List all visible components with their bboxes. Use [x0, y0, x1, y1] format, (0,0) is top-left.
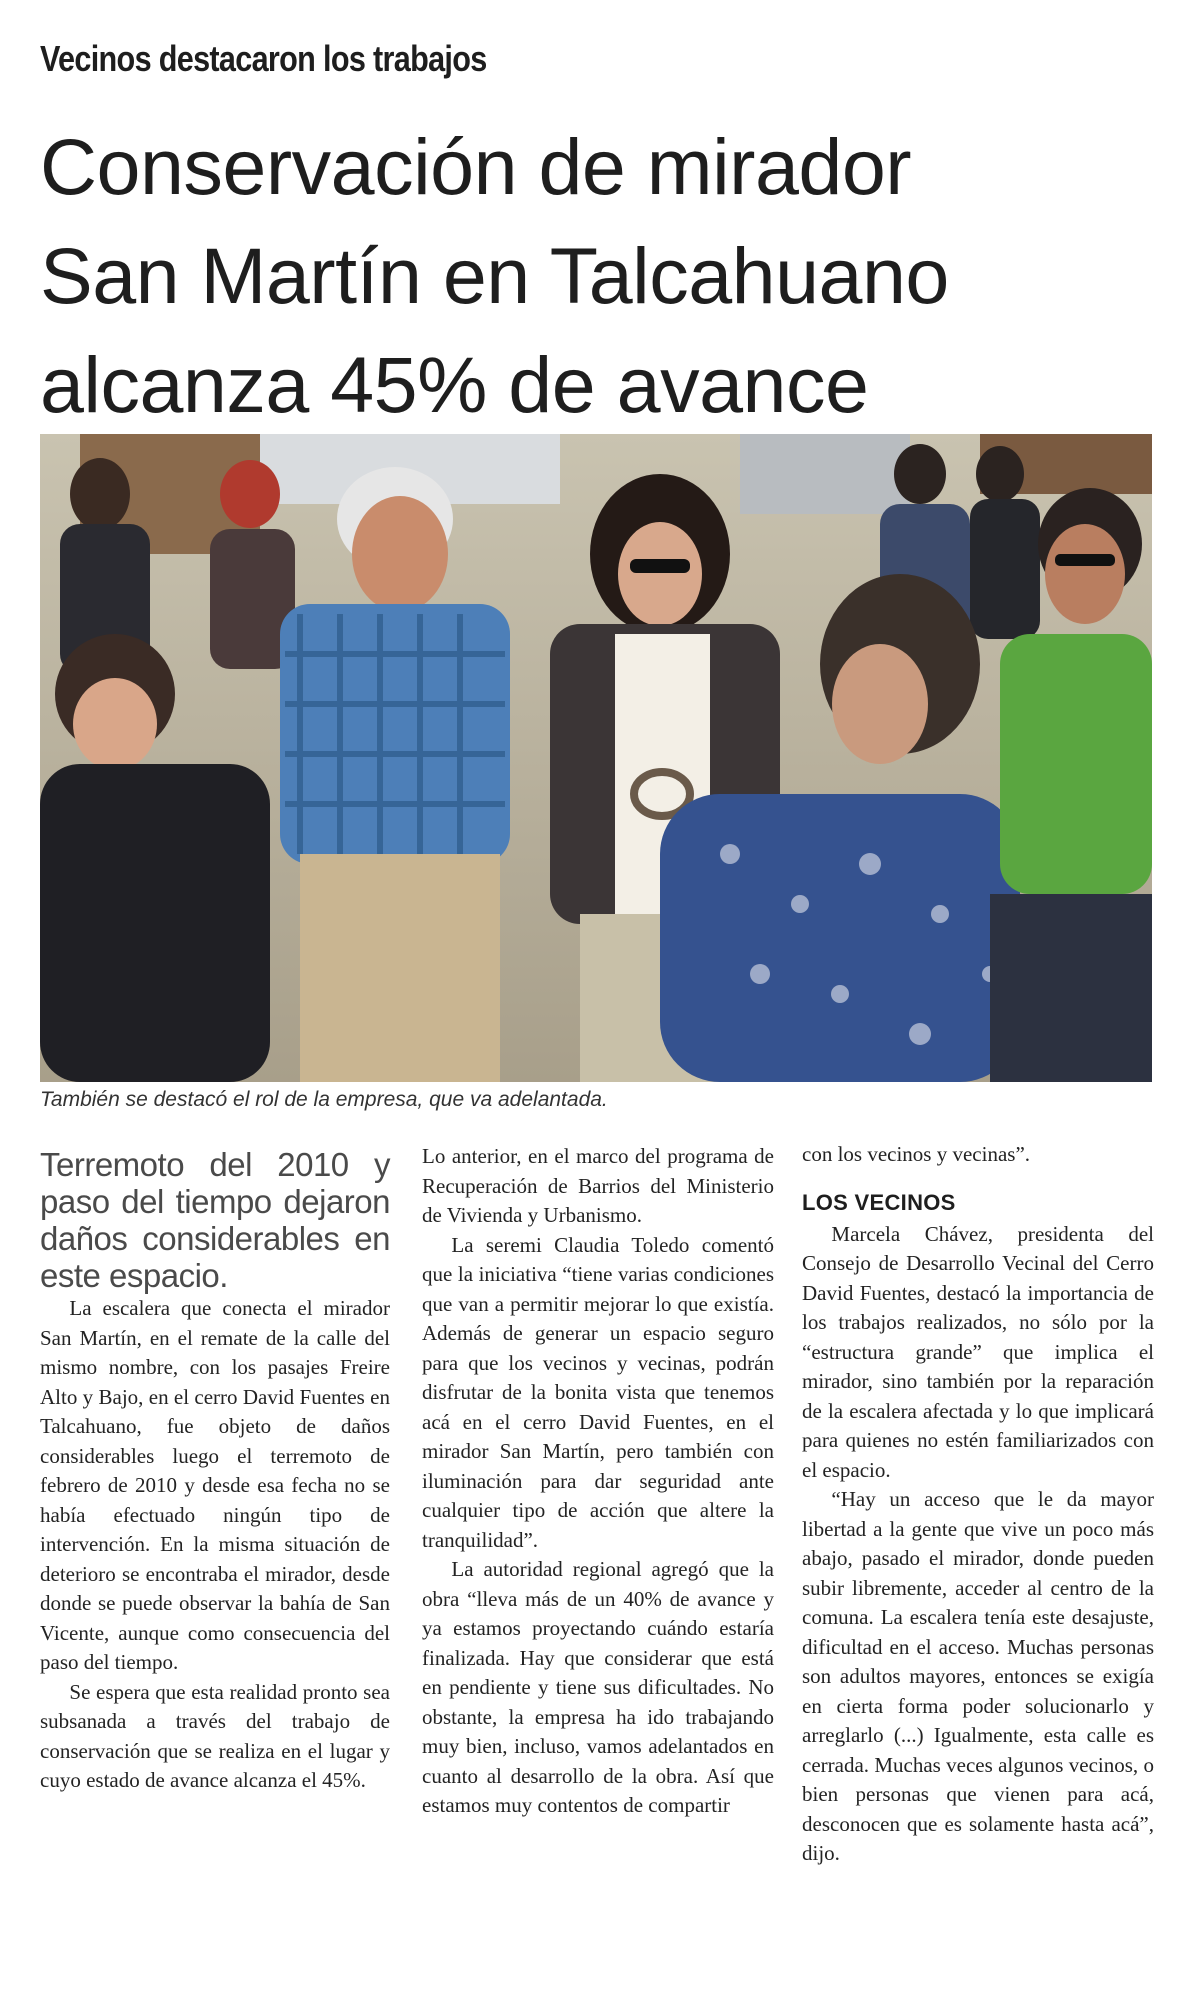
photo-caption: También se destacó el rol de la empresa, que va adelantada. [40, 1088, 608, 1111]
people-on-street-illustration [40, 434, 1152, 1082]
paragraph: Se espera que esta realidad pronto sea subsanada a través del trabajo de conservación que se realiza en el lugar y cuyo estado de avance alcanza el 45%. [40, 1679, 390, 1792]
kicker: Vecinos destacaron los trabajos [40, 38, 487, 79]
paragraph: Marcela Chávez, presidenta del Consejo de Desarrollo Vecinal del Cerro David Fuentes, destacó la importancia de los trabajos realizados, no sólo por la “estructura grande” que implica el mirador, sino también por la reparación de la escalera afectada y lo que implicará para quienes no estén familiarizados con el espacio. [802, 1221, 1154, 1482]
subheading: LOS VECINOS [802, 1189, 956, 1215]
column-2 [422, 1142, 774, 1821]
lede: Terremoto del 2010 y paso del tiempo dejaron daños considerables en este espacio. [40, 1146, 390, 1294]
paragraph: con los vecinos y vecinas”. [802, 1142, 1031, 1166]
headline-line-2: San Martín en Talcahuano [40, 231, 949, 320]
headline [40, 112, 1150, 439]
news-photo [40, 434, 1152, 1082]
headline-line-1: Conservación de mirador [40, 122, 912, 211]
column-1 [40, 1146, 390, 1796]
column-3 [802, 1140, 1154, 1869]
paragraph: La seremi Claudia Toledo comentó que la iniciativa “tiene varias condiciones que van a permitir mejorar lo que existía. Además de generar un espacio seguro para que los vecinos y vecinas, podrán disfrutar de la bonita vista que tenemos acá en el cerro David Fuentes, en el mirador San Martín, pero también con iluminación para dar seguridad ante cualquier tipo de acción que altere la tranquilidad”. [422, 1232, 774, 1552]
paragraph: La escalera que conecta el mirador San Martín, en el remate de la calle del mismo nombre, con los pasajes Freire Alto y Bajo, en el cerro David Fuentes en Talcahuano, fue objeto de daños considerables luego el terremoto de febrero de 2010 y desde esa fecha no se había efectuado ningún tipo de intervención. En la misma situación de deterioro se encontraba el mirador, desde donde se puede observar la bahía de San Vicente, aunque como consecuencia del paso del tiempo. [40, 1296, 390, 1674]
paragraph: “Hay un acceso que le da mayor libertad a la gente que vive un poco más abajo, pasado el mirador, donde pueden subir libremente, acceder al centro de la comuna. La escalera tenía este desajuste, dificultad en el acceso. Muchas personas son adultos mayores, entonces se exigía en cierta forma poder solucionarlo y arreglarlo (...) Igualmente, esta calle es cerrada. Muchas veces algunos vecinos, o bien personas que vienen para acá, desconocen que es solamente hasta acá”, dijo. [802, 1487, 1154, 1865]
paragraph: Lo anterior, en el marco del programa de Recuperación de Barrios del Ministerio de Vivienda y Urbanismo. [422, 1144, 774, 1227]
headline-line-3: alcanza 45% de avance [40, 340, 869, 429]
paragraph: La autoridad regional agregó que la obra “lleva más de un 40% de avance y ya estamos proyectando cuándo estaría finalizada. Hay que considerar que está en pendiente y tiene sus dificultades. No obstante, la empresa ha ido trabajando muy bien, incluso, vamos adelantados en cuanto al desarrollo de la obra. Así que estamos muy contentos de compartir [422, 1557, 774, 1817]
